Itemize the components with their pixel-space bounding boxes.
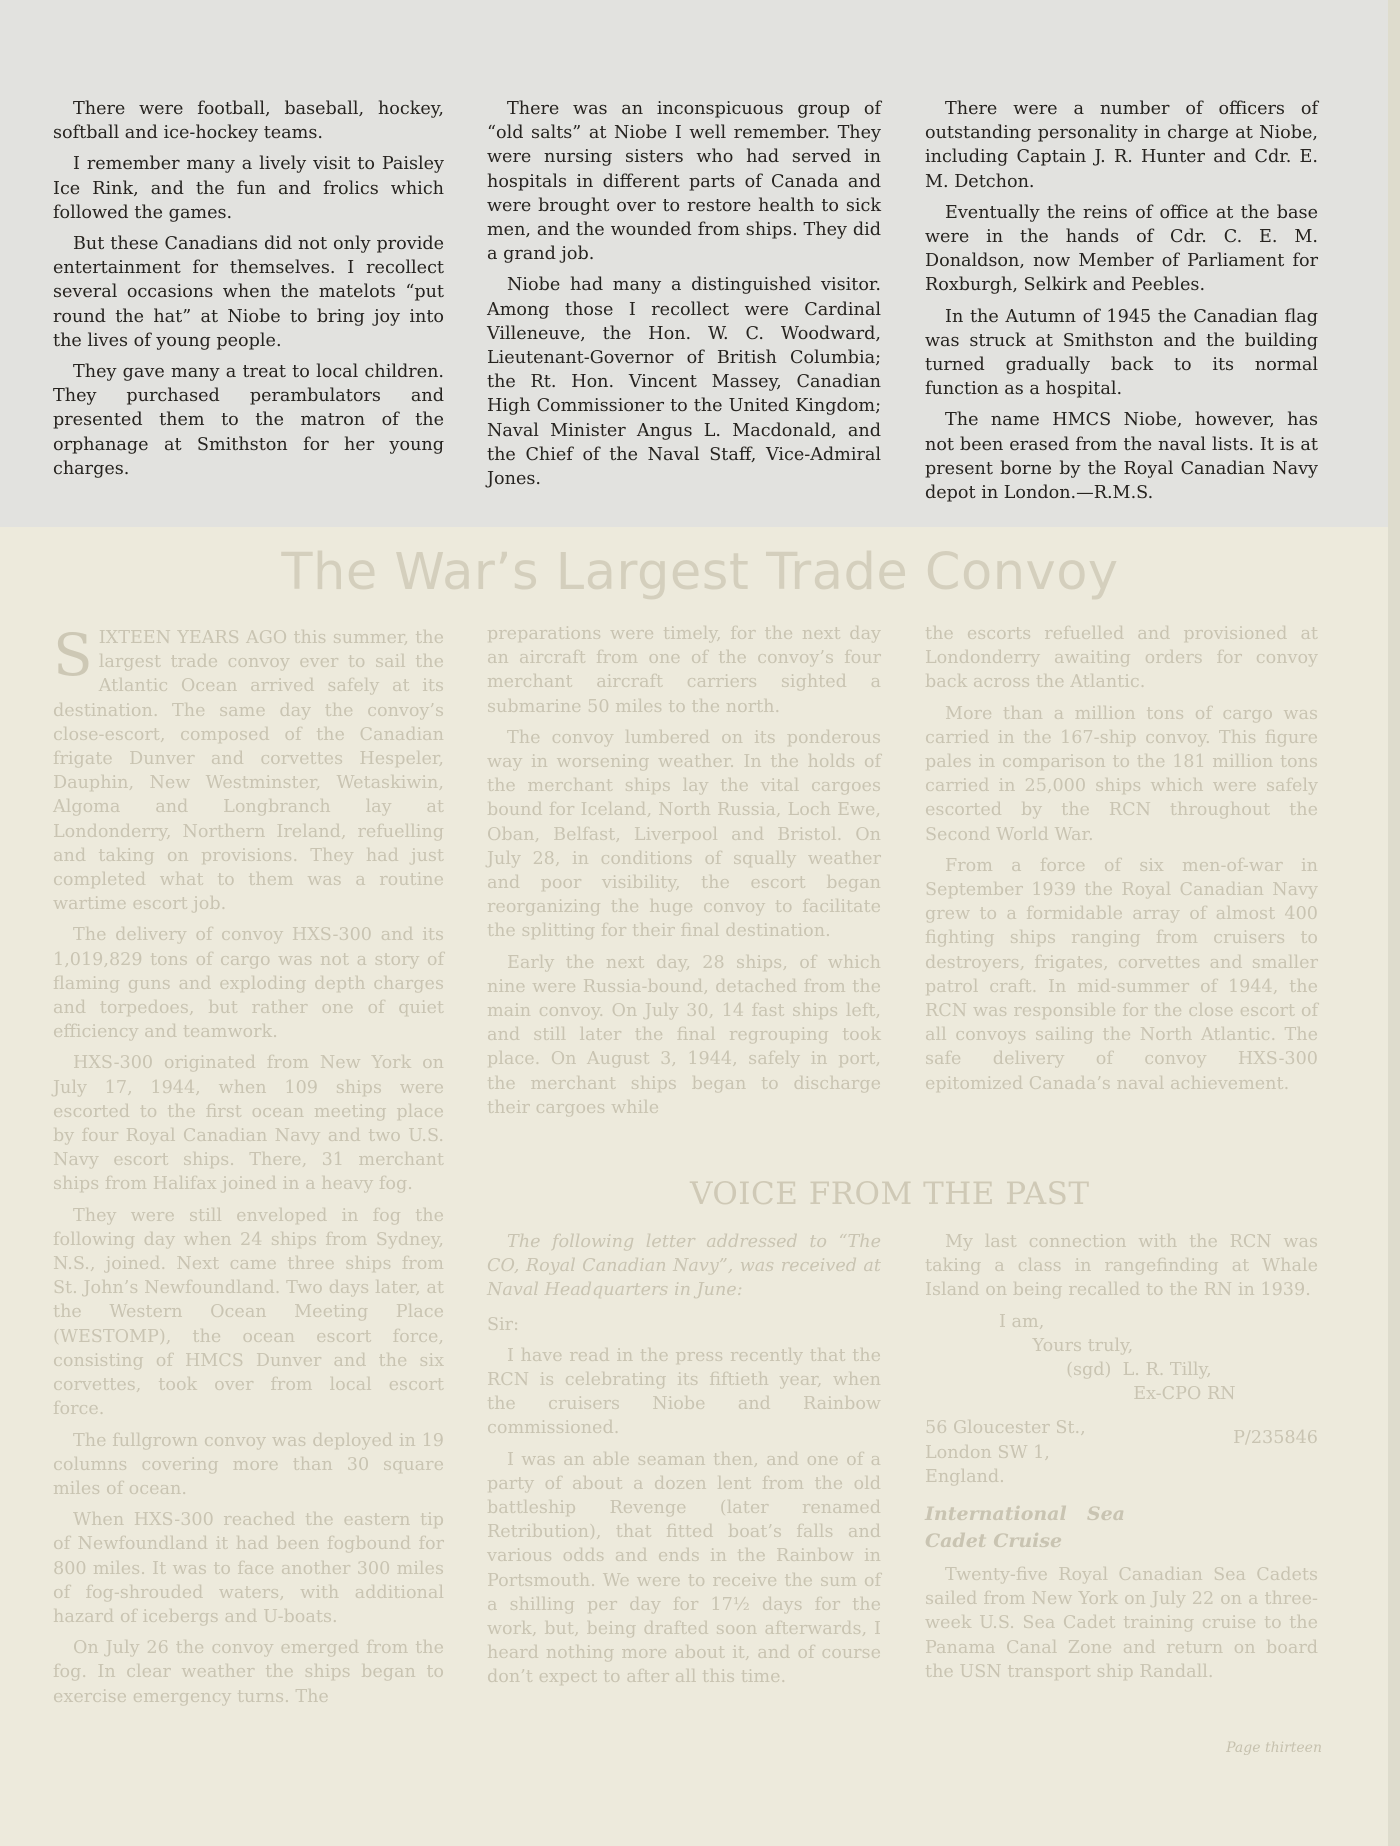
paragraph: Twenty-five Royal Canadian Sea Cadets sailed from New York on July 22 on a three-week U.S. Sea Cadet training cruise to the Panama Canal Zone and return on board the USN transport ship Randall. <box>925 1565 1318 1682</box>
paragraph: When HXS-300 reached the eastern tip of Newfoundland it had been fogbound for 800 miles. It was to face another 300 miles of fog-shrouded waters, with additional hazard of icebergs and U-boats. <box>53 1510 444 1627</box>
paragraph: They were still enveloped in fog the following day when 24 ships from Sydney, N.S., joined. Next came three ships from St. John’s Newfoundland. Two days later, at the Western Ocean Meeting Place (WESTOMP), the ocean escort force, consisting of HMCS Dunver and the six corvettes, took over from local escort force. <box>53 1205 444 1420</box>
paragraph: Early the next day, 28 ships, of which nine were Russia-bound, detached from the main convoy. On July 30, 14 fast ships left, and still later the final regrouping took place. On August 3, 1944, safely in port, the merchant ships began to discharge their cargoes while <box>487 952 881 1118</box>
paragraph: I was an able seaman then, and one of a party of about a dozen lent from the old battleship Revenge (later renamed Retribution), that fitted boat’s falls and various odds and ends in the Rainbow in Portsmouth. We were to receive the sum of a shilling per day for 17½ days for the work, but, being drafted soon afterwards, I heard nothing more about it, and of course don’t expect to after all this time. <box>487 1449 881 1688</box>
paragraph: Eventually the reins of office at the base were in the hands of Cdr. C. E. M. Donaldson, now Member of Parliament for Roxburgh, Selkirk and Peebles. <box>925 202 1318 296</box>
convoy-column-3 <box>925 622 1318 1103</box>
voice-column-2 <box>487 1230 881 1697</box>
letter-address: 56 Gloucester St., London SW 1, England. <box>925 1418 1086 1487</box>
paragraph: More than a million tons of cargo was carried in the 167-ship convoy. This figure pales in comparison to the 181 million tons carried in 25,000 ships which were safely escorted by the RCN throughout the Second World War. <box>925 703 1318 845</box>
paragraph: preparations were timely, for the next day an aircraft from one of the convoy’s four merchant aircraft carriers sighted a submarine 50 miles to the north. <box>487 624 881 717</box>
paragraph: But these Canadians did not only provide entertainment for themselves. I recollect several occasions when the matelots “put round the hat” at Niobe to bring joy into the lives of young people. <box>53 234 444 351</box>
paragraph: HXS-300 originated from New York on July 17, 1944, when 109 ships were escorted to the first ocean meeting place by four Royal Canadian Navy and two U.S. Navy escort ships. There, 31 merchant ships from Halifax joined in a heavy fog. <box>53 1053 444 1195</box>
paragraph: They gave many a treat to local children. They purchased perambulators and presented them to the matron of the orphanage at Smithston for her young charges. <box>53 362 444 479</box>
paragraph: The convoy lumbered on its ponderous way in worsening weather. In the holds of the merchant ships lay the vital cargoes bound for Iceland, North Russia, Loch Ewe, Oban, Belfast, Liverpool and Bristol. On July 28, in conditions of squally weather and poor visibility, the escort began reorganizing the huge convoy to facilitate the splitting for their final destination. <box>487 727 881 942</box>
paragraph: The delivery of convoy HXS-300 and its 1,019,829 tons of cargo was not a story of flaming guns and exploding depth charges and torpedoes, but rather one of quiet efficiency and teamwork. <box>53 925 444 1043</box>
page-number: Page thirteen <box>1226 1740 1322 1756</box>
cadet-heading: International Sea Cadet Cruise <box>925 1503 1125 1553</box>
paragraph: I remember many a lively visit to Paisley Ice Rink, and the fun and frolics which followed the games. <box>53 154 444 223</box>
paragraph: There was an inconspicuous group of “old salts” at Niobe I well remember. They were nursing sisters who had served in hospitals in different parts of Canada and were brought over to restore health to sick men, and the wounded from ships. They did a grand job. <box>487 99 881 265</box>
paragraph: From a force of six men-of-war in September 1939 the Royal Canadian Navy grew to a formidable array of almost 400 fighting ships ranging from cruisers to destroyers, frigates, corvettes and smaller patrol craft. In mid-summer of 1944, the RCN was responsible for the close escort of all convoys sailing the North Atlantic. The safe delivery of convoy HXS-300 epitomized Canada’s naval achievement. <box>925 855 1318 1094</box>
paragraph: Niobe had many a distinguished visitor. Among those I recollect were Cardinal Villeneuve, the Hon. W. C. Woodward, Lieutenant-Governor of British Columbia; the Rt. Hon. Vincent Massey, Canadian High Commissioner to the United Kingdom; Naval Minister Angus L. Macdonald, and the Chief of the Naval Staff, Vice-Admiral Jones. <box>487 275 881 490</box>
address-block <box>925 1416 1318 1489</box>
page-edge <box>1388 0 1400 1846</box>
letter-intro: The following letter addressed to “The CO, Royal Canadian Navy”, was received at Naval Headquarters in June: <box>487 1232 881 1301</box>
voice-column-3 <box>925 1230 1318 1691</box>
paragraph: My last connection with the RCN was taking a class in rangefinding at Whale Island on being recalled to the RN in 1939. <box>925 1232 1318 1301</box>
paragraph: There were football, baseball, hockey, softball and ice-hockey teams. <box>53 99 444 144</box>
paragraph: I have read in the press recently that the RCN is celebrating its fiftieth year, when the cruisers Niobe and Rainbow commissioned. <box>487 1345 881 1439</box>
niobe-column-2 <box>487 97 881 498</box>
convoy-column-2 <box>487 622 881 1127</box>
service-number: P/235846 <box>1233 1428 1318 1449</box>
paragraph: In the Autumn of 1945 the Canadian flag was struck at Smithston and the building turned gradually back to its normal function as a hospital. <box>925 306 1318 400</box>
niobe-column-1 <box>53 97 444 488</box>
paragraph: The fullgrown convoy was deployed in 19 columns covering more than 30 square miles of ocean. <box>53 1430 444 1499</box>
salutation: Sir: <box>487 1314 520 1335</box>
convoy-title: The War’s Largest Trade Convoy <box>281 543 1119 602</box>
letter-closing: I am, Yours truly, (sgd) L. R. Tilly, Ex-CPO RN <box>999 1311 1236 1405</box>
voice-title: VOICE FROM THE PAST <box>690 1176 1090 1212</box>
paragraph: On July 26 the convoy emerged from the fog. In clear weather the ships began to exercise emergency turns. The <box>53 1638 444 1707</box>
drop-cap: S <box>53 621 93 689</box>
convoy-column-1 <box>53 621 444 1716</box>
paragraph: the escorts refuelled and provisioned at Londonderry awaiting orders for convoy back across the Atlantic. <box>925 624 1318 693</box>
paragraph: SIXTEEN YEARS AGO this summer, the largest trade convoy ever to sail the Atlantic Ocean arrived safely at its destination. The same day the convoy’s close-escort, composed of the Canadian frigate Dunver and corvettes Hespeler, Dauphin, New Westminster, Wetaskiwin, Algoma and Longbranch lay at Londonderry, Northern Ireland, refuelling and taking on provisions. They had just completed what to them was a routine wartime escort job. <box>53 621 444 915</box>
paragraph: There were a number of officers of outstanding personality in charge at Niobe, including Captain J. R. Hunter and Cdr. E. M. Detchon. <box>925 99 1318 192</box>
niobe-column-3 <box>925 97 1318 512</box>
paragraph: The name HMCS Niobe, however, has not been erased from the naval lists. It is at present borne by the Royal Canadian Navy depot in London.—R.M.S. <box>925 410 1318 504</box>
